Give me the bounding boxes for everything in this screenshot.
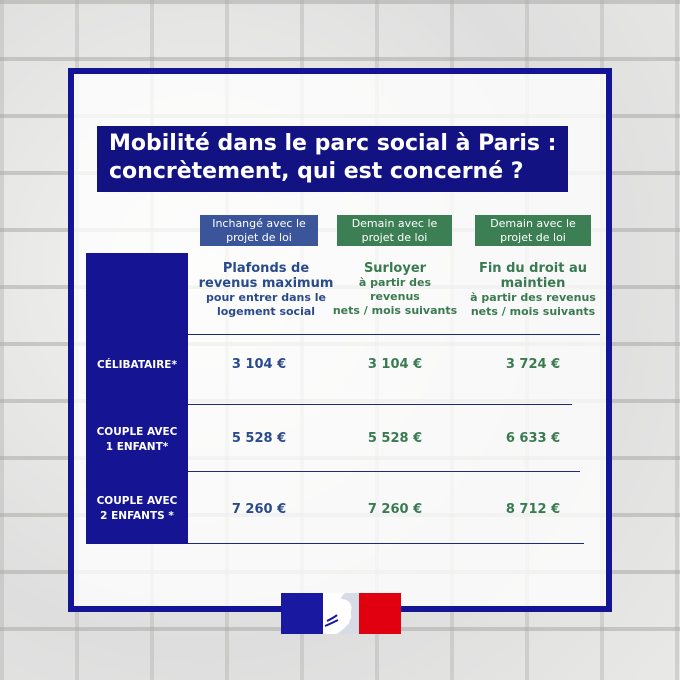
column-subtitle: à partir des (358, 276, 432, 289)
tag-line: projet de loi (226, 231, 292, 244)
divider (188, 543, 584, 544)
tag-line: projet de loi (361, 231, 428, 244)
divider (188, 404, 572, 405)
row-label-line: 2 ENFANTS * (100, 510, 174, 522)
column-subtitle: logement social (216, 305, 316, 318)
column-title: maintien (500, 276, 566, 291)
marianne-flag-icon (281, 593, 401, 634)
row-label-line: COUPLE AVEC (96, 495, 178, 507)
row-label-celibataire (86, 358, 188, 373)
column-header-fin-maintien (463, 261, 603, 319)
row-label-couple-1-enfant (86, 425, 188, 455)
row-label-couple-2-enfants (86, 494, 188, 524)
tag-line: Demain avec le (490, 217, 576, 230)
value-cell: 3 724 € (505, 357, 561, 372)
divider (188, 334, 600, 335)
column-title: revenus maximum (198, 276, 334, 291)
value-cell: 7 260 € (367, 502, 423, 517)
value-cell: 6 633 € (505, 431, 561, 446)
column-subtitle: revenus (370, 290, 420, 303)
marianne-profile-icon (323, 593, 359, 634)
title-line-1: Mobilité dans le parc social à Paris : (109, 131, 557, 156)
page-title (97, 126, 568, 192)
divider (188, 471, 580, 472)
tag-line: projet de loi (500, 231, 566, 244)
column-title: Plafonds de (222, 261, 310, 276)
value-cell: 5 528 € (231, 431, 287, 446)
value-cell: 3 104 € (231, 357, 287, 372)
column-subtitle: à partir des revenus (470, 291, 596, 304)
column-title: Surloyer (363, 261, 427, 276)
tag-tomorrow-maintien (475, 215, 591, 246)
column-subtitle: pour entrer dans le (206, 291, 326, 304)
tag-unchanged (200, 215, 318, 246)
column-subtitle: nets / mois suivants (470, 305, 596, 318)
value-cell: 3 104 € (367, 357, 423, 372)
value-cell: 8 712 € (505, 502, 561, 517)
row-label-line: CÉLIBATAIRE* (97, 359, 177, 371)
column-subtitle: nets / mois suivants (332, 304, 458, 317)
tag-tomorrow-surloyer (337, 215, 452, 246)
title-line-2: concrètement, qui est concerné ? (109, 159, 524, 184)
column-header-plafonds (193, 261, 339, 319)
tag-line: Inchangé avec le (212, 217, 306, 230)
value-cell: 5 528 € (367, 431, 423, 446)
column-header-surloyer (331, 261, 459, 318)
tag-line: Demain avec le (351, 217, 438, 230)
column-title: Fin du droit au (478, 261, 588, 276)
row-label-line: 1 ENFANT* (105, 441, 169, 453)
row-label-line: COUPLE AVEC (96, 426, 178, 438)
value-cell: 7 260 € (231, 502, 287, 517)
